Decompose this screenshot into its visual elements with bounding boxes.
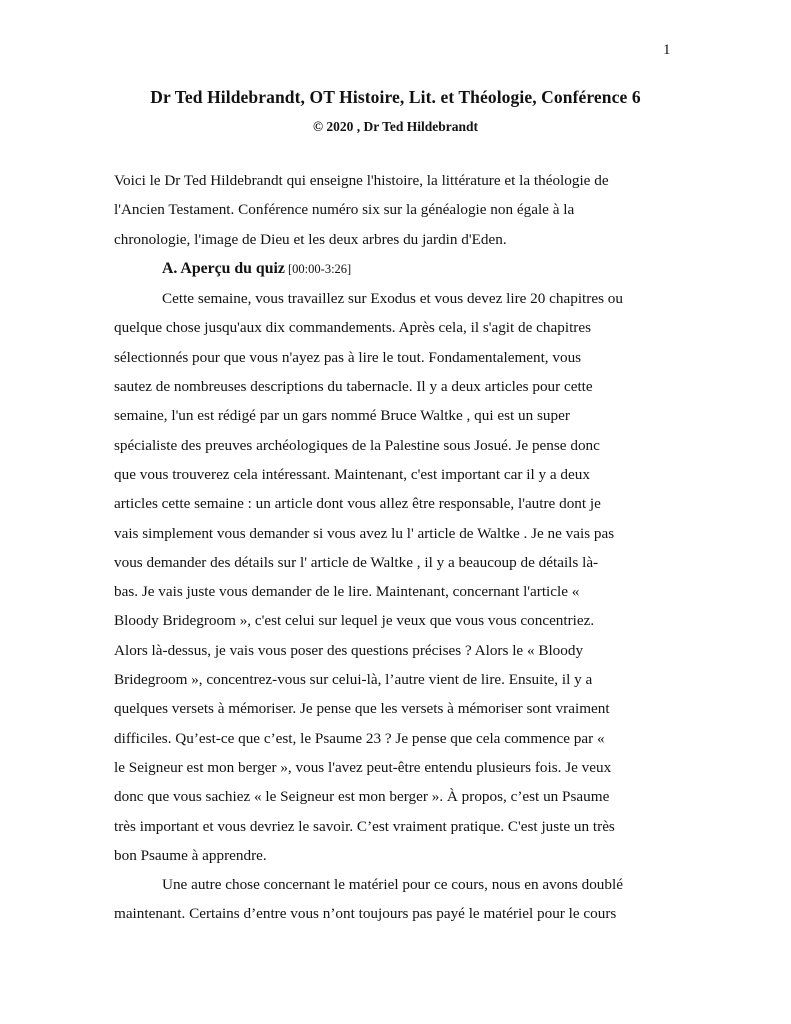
- text-line: Une autre chose concernant le matériel pour ce cours, nous en avons doublé: [162, 876, 623, 894]
- text-line: Bloody Bridegroom », c'est celui sur lequel je veux que vous vous concentriez.: [114, 612, 595, 630]
- text-line: donc que vous sachiez « le Seigneur est mon berger ». À propos, c’est un Psaume: [114, 788, 610, 806]
- text-line: Bridegroom », concentrez-vous sur celui-là, l’autre vient de lire. Ensuite, il y a: [114, 671, 593, 689]
- text-line: bas. Je vais juste vous demander de le lire. Maintenant, concernant l'article «: [114, 583, 580, 601]
- text-line: que vous trouverez cela intéressant. Maintenant, c'est important car il y a deux: [114, 465, 590, 483]
- text-line: chronologie, l'image de Dieu et les deux arbres du jardin d'Eden.: [114, 230, 507, 248]
- copyright-line: © 2020 , Dr Ted Hildebrandt: [312, 119, 479, 134]
- text-line: le Seigneur est mon berger », vous l'avez peut-être entendu plusieurs fois. Je veux: [114, 758, 612, 776]
- text-line: vais simplement vous demander si vous avez lu l' article de Waltke . Je ne vais pas: [114, 524, 615, 542]
- text-line: Alors là-dessus, je vais vous poser des questions précises ? Alors le « Bloody: [114, 641, 584, 659]
- text-line: bon Psaume à apprendre.: [114, 846, 267, 864]
- text-line: sélectionnés pour que vous n'ayez pas à lire le tout. Fondamentalement, vous: [114, 348, 582, 366]
- text-line: sautez de nombreuses descriptions du tabernacle. Il y a deux articles pour cette: [114, 378, 593, 396]
- text-line: quelques versets à mémoriser. Je pense que les versets à mémoriser sont vraiment: [114, 700, 610, 718]
- text-line: semaine, l'un est rédigé par un gars nommé Bruce Waltke , qui est un super: [114, 407, 570, 425]
- document-body: [114, 166, 714, 929]
- text-line: articles cette semaine : un article dont vous allez être responsable, l'autre dont je: [114, 495, 601, 513]
- text-line: maintenant. Certains d’entre vous n’ont toujours pas payé le matériel pour le cours: [114, 905, 617, 923]
- section-heading: [114, 254, 714, 284]
- text-line: vous demander des détails sur l' article de Waltke , il y a beaucoup de détails là-: [114, 553, 599, 571]
- text-line: difficiles. Qu’est-ce que c’est, le Psaume 23 ? Je pense que cela commence par «: [114, 729, 605, 747]
- text-line: l'Ancien Testament. Conférence numéro six sur la généalogie non égale à la: [114, 201, 575, 219]
- text-line: spécialiste des preuves archéologiques de la Palestine sous Josué. Je pense donc: [114, 436, 600, 454]
- section-heading-text: A. Aperçu du quiz: [162, 259, 285, 277]
- page-number: 1: [663, 42, 671, 58]
- document-title: Dr Ted Hildebrandt, OT Histoire, Lit. et Théologie, Conférence 6: [150, 87, 641, 107]
- text-line: Voici le Dr Ted Hildebrandt qui enseigne l'histoire, la littérature et la théologie de: [114, 172, 609, 189]
- section-timestamp: [00:00-3:26]: [284, 261, 352, 276]
- text-line: Cette semaine, vous travaillez sur Exodus et vous devez lire 20 chapitres ou: [162, 290, 623, 308]
- text-line: quelque chose jusqu'aux dix commandements. Après cela, il s'agit de chapitres: [114, 319, 591, 337]
- text-line: très important et vous devriez le savoir. C’est vraiment pratique. C'est juste un très: [114, 817, 615, 835]
